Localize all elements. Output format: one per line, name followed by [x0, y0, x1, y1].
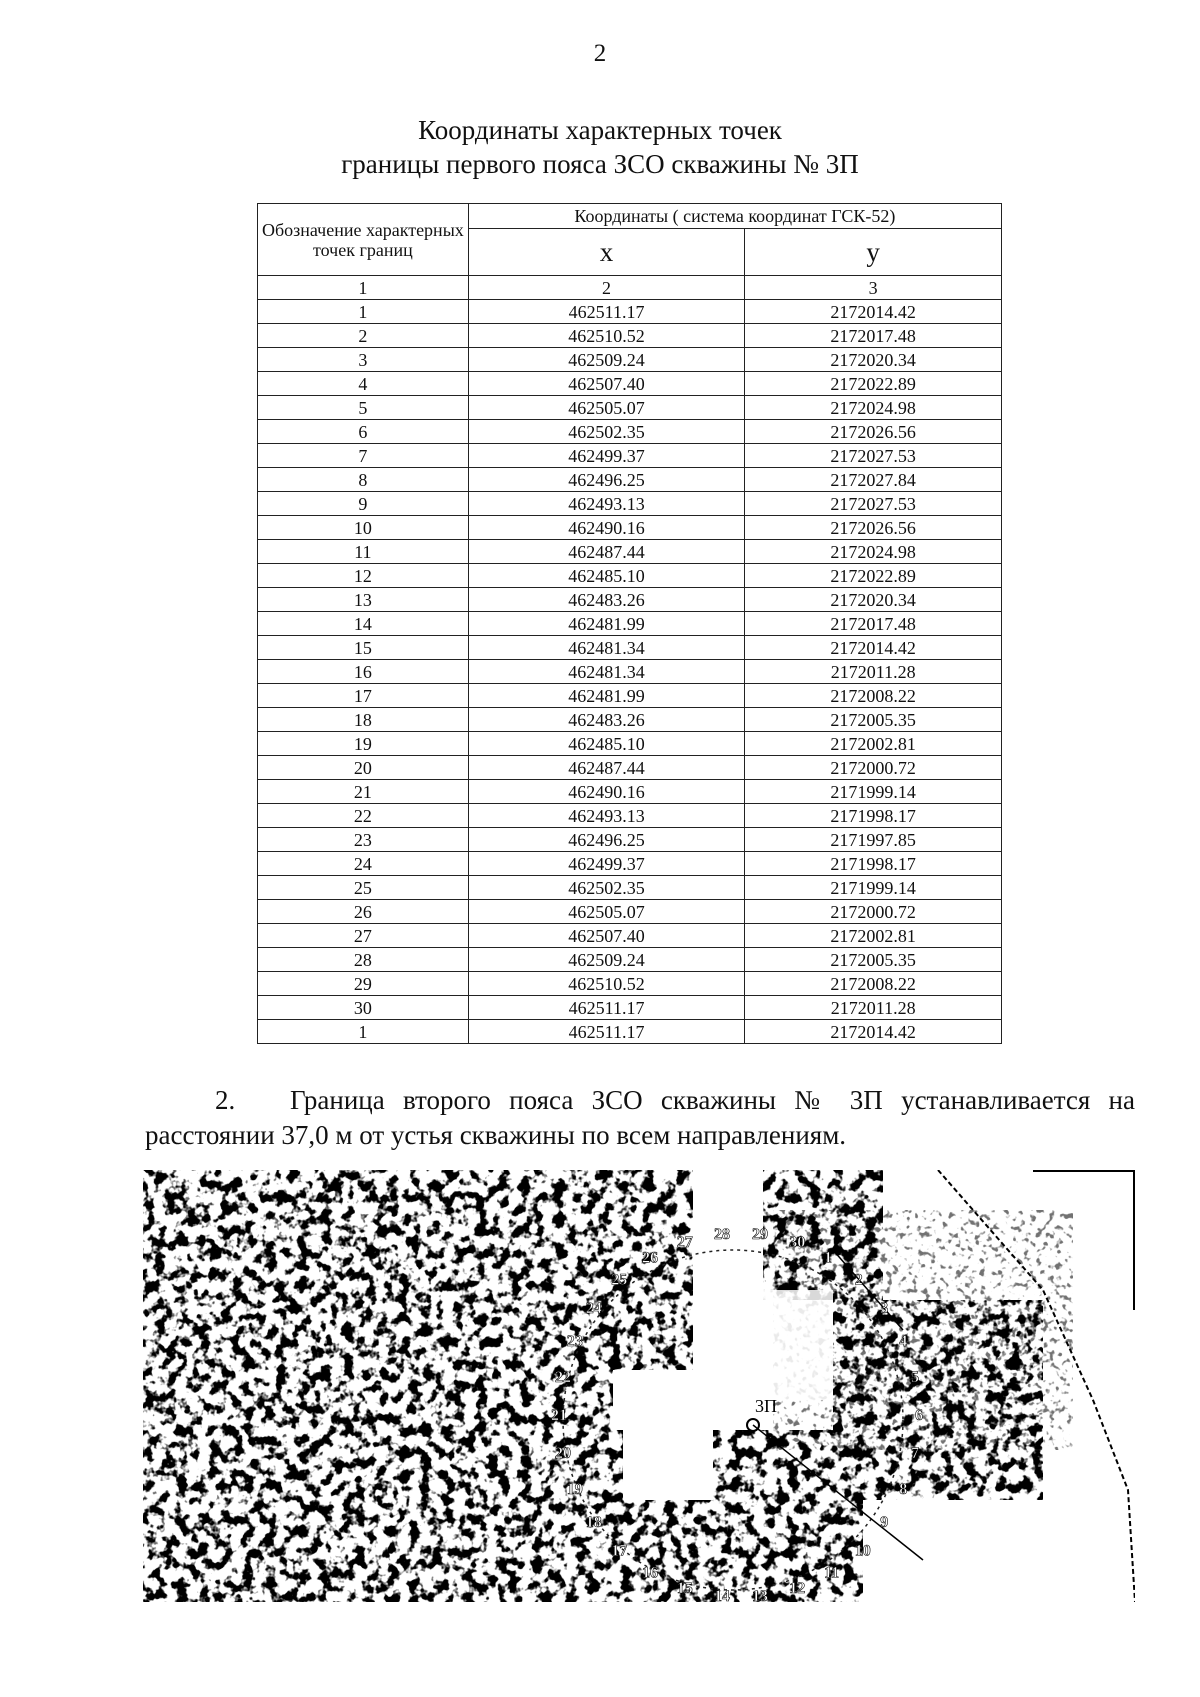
map-point-label: 7 — [911, 1444, 919, 1462]
y-coordinate-cell: 2172017.48 — [745, 324, 1002, 348]
page-number: 2 — [593, 40, 607, 67]
table-row — [258, 420, 1002, 444]
table-title — [0, 113, 1200, 181]
x-coordinate-cell: 462507.40 — [468, 924, 745, 948]
header-y: y — [745, 229, 1002, 276]
map-point-label: 14 — [714, 1588, 730, 1602]
x-coordinate-cell: 462490.16 — [468, 780, 745, 804]
x-coordinate-cell: 462499.37 — [468, 444, 745, 468]
map-point-label: 16 — [642, 1564, 658, 1582]
table-row — [258, 756, 1002, 780]
map-point-label: 12 — [789, 1580, 806, 1598]
x-coordinate-cell: 462505.07 — [468, 900, 745, 924]
point-id-cell: 7 — [258, 444, 469, 468]
header-coordinates: Координаты ( система координат ГСК-52) — [468, 204, 1001, 229]
table-row — [258, 684, 1002, 708]
map-point-label: 15 — [676, 1580, 693, 1598]
table-row — [258, 852, 1002, 876]
map-point-label: 22 — [555, 1369, 571, 1387]
point-id-cell: 30 — [258, 996, 469, 1020]
paragraph-number: 2. — [215, 1085, 236, 1115]
point-id-cell: 23 — [258, 828, 469, 852]
y-coordinate-cell: 2172017.48 — [745, 612, 1002, 636]
x-coordinate-cell: 462481.34 — [468, 636, 745, 660]
header-x: x — [468, 229, 745, 276]
table-row — [258, 396, 1002, 420]
y-coordinate-cell: 2172022.89 — [745, 564, 1002, 588]
y-coordinate-cell: 2172000.72 — [745, 756, 1002, 780]
y-coordinate-cell: 2172024.98 — [745, 540, 1002, 564]
map-point-label: 27 — [676, 1233, 693, 1251]
y-coordinate-cell: 2172020.34 — [745, 588, 1002, 612]
x-coordinate-cell: 462509.24 — [468, 348, 745, 372]
map-point-label: 10 — [854, 1542, 871, 1560]
table-row — [258, 444, 1002, 468]
x-coordinate-cell: 462483.26 — [468, 588, 745, 612]
map-point-label: 11 — [824, 1564, 840, 1582]
paragraph-text: Граница второго пояса ЗСО скважины № 3П устанавливается на расстоянии 37,0 м от устья скважины по всем направлениям. — [145, 1085, 1135, 1150]
y-coordinate-cell: 2172027.53 — [745, 444, 1002, 468]
x-coordinate-cell: 462481.34 — [468, 660, 745, 684]
point-id-cell: 14 — [258, 612, 469, 636]
y-coordinate-cell: 2172005.35 — [745, 948, 1002, 972]
x-coordinate-cell: 462509.24 — [468, 948, 745, 972]
table-row — [258, 828, 1002, 852]
point-id-cell: 2 — [258, 324, 469, 348]
point-id-cell: 22 — [258, 804, 469, 828]
table-row — [258, 324, 1002, 348]
table-row — [258, 972, 1002, 996]
table-row — [258, 876, 1002, 900]
x-coordinate-cell: 462487.44 — [468, 756, 745, 780]
x-coordinate-cell: 462511.17 — [468, 1020, 745, 1044]
y-coordinate-cell: 2172002.81 — [745, 924, 1002, 948]
table-row — [258, 492, 1002, 516]
table-title-line-1: Координаты характерных точек — [418, 115, 782, 145]
table-row — [258, 588, 1002, 612]
map-point-label: 21 — [551, 1407, 567, 1424]
y-coordinate-cell: 2172008.22 — [745, 684, 1002, 708]
well-label: 3П — [755, 1396, 777, 1416]
point-id-cell: 17 — [258, 684, 469, 708]
point-id-cell: 29 — [258, 972, 469, 996]
y-coordinate-cell: 2172011.28 — [745, 996, 1002, 1020]
column-number: 3 — [745, 276, 1002, 300]
table-row — [258, 468, 1002, 492]
point-id-cell: 11 — [258, 540, 469, 564]
y-coordinate-cell: 2172014.42 — [745, 300, 1002, 324]
table-row — [258, 564, 1002, 588]
map-point-label: 9 — [880, 1514, 889, 1531]
y-coordinate-cell: 2172027.84 — [745, 468, 1002, 492]
x-coordinate-cell: 462483.26 — [468, 708, 745, 732]
y-coordinate-cell: 2171998.17 — [745, 804, 1002, 828]
table-title-line-2: границы первого пояса ЗСО скважины № 3П — [341, 149, 859, 179]
point-id-cell: 12 — [258, 564, 469, 588]
map-point-label: 24 — [585, 1300, 602, 1317]
map-point-label: 3 — [880, 1300, 889, 1317]
y-coordinate-cell: 2171998.17 — [745, 852, 1002, 876]
map-point-label: 5 — [911, 1369, 919, 1387]
x-coordinate-cell: 462485.10 — [468, 732, 745, 756]
x-coordinate-cell: 462502.35 — [468, 876, 745, 900]
point-id-cell: 10 — [258, 516, 469, 540]
x-coordinate-cell: 462511.17 — [468, 996, 745, 1020]
x-coordinate-cell: 462490.16 — [468, 516, 745, 540]
table-row — [258, 924, 1002, 948]
point-id-cell: 3 — [258, 348, 469, 372]
table-row — [258, 348, 1002, 372]
table-row — [258, 948, 1002, 972]
table-row — [258, 996, 1002, 1020]
map-point-label: 28 — [714, 1226, 730, 1243]
map-point-label: 8 — [899, 1481, 908, 1498]
point-id-cell: 28 — [258, 948, 469, 972]
coordinates-table — [257, 203, 1002, 1044]
coordinates-rows — [258, 300, 1002, 1044]
map-point-label: 6 — [915, 1407, 923, 1424]
x-coordinate-cell: 462481.99 — [468, 684, 745, 708]
x-coordinate-cell: 462493.13 — [468, 804, 745, 828]
header-point-label: Обозначение характерных точек границ — [258, 204, 469, 276]
point-id-cell: 1 — [258, 1020, 469, 1044]
map-point-label: 30 — [789, 1233, 806, 1251]
zone-map-image — [143, 1170, 1135, 1602]
point-id-cell: 21 — [258, 780, 469, 804]
y-coordinate-cell: 2172026.56 — [745, 420, 1002, 444]
point-id-cell: 27 — [258, 924, 469, 948]
map-point-label: 20 — [555, 1444, 571, 1462]
point-id-cell: 26 — [258, 900, 469, 924]
x-coordinate-cell: 462510.52 — [468, 972, 745, 996]
y-coordinate-cell: 2172008.22 — [745, 972, 1002, 996]
x-coordinate-cell: 462496.25 — [468, 828, 745, 852]
map-point-label: 29 — [752, 1226, 768, 1243]
map-point-label: 23 — [566, 1333, 583, 1350]
point-id-cell: 20 — [258, 756, 469, 780]
point-id-cell: 1 — [258, 300, 469, 324]
map-point-label: 1 — [824, 1249, 832, 1267]
x-coordinate-cell: 462507.40 — [468, 372, 745, 396]
point-id-cell: 25 — [258, 876, 469, 900]
map-point-label: 4 — [899, 1333, 908, 1350]
point-id-cell: 4 — [258, 372, 469, 396]
paragraph-zone-2 — [145, 1083, 1135, 1153]
point-id-cell: 5 — [258, 396, 469, 420]
table-row — [258, 732, 1002, 756]
table-row — [258, 1020, 1002, 1044]
point-id-cell: 24 — [258, 852, 469, 876]
table-row — [258, 660, 1002, 684]
y-coordinate-cell: 2171999.14 — [745, 780, 1002, 804]
point-id-cell: 15 — [258, 636, 469, 660]
y-coordinate-cell: 2172026.56 — [745, 516, 1002, 540]
x-coordinate-cell: 462510.52 — [468, 324, 745, 348]
table-row — [258, 804, 1002, 828]
x-coordinate-cell: 462502.35 — [468, 420, 745, 444]
table-row — [258, 636, 1002, 660]
map-point-label: 18 — [585, 1514, 602, 1531]
table-row — [258, 516, 1002, 540]
x-coordinate-cell: 462511.17 — [468, 300, 745, 324]
x-coordinate-cell: 462485.10 — [468, 564, 745, 588]
point-id-cell: 19 — [258, 732, 469, 756]
y-coordinate-cell: 2172011.28 — [745, 660, 1002, 684]
table-row — [258, 540, 1002, 564]
x-coordinate-cell: 462481.99 — [468, 612, 745, 636]
point-id-cell: 9 — [258, 492, 469, 516]
y-coordinate-cell: 2172027.53 — [745, 492, 1002, 516]
table-row — [258, 780, 1002, 804]
y-coordinate-cell: 2172022.89 — [745, 372, 1002, 396]
column-number: 1 — [258, 276, 469, 300]
point-id-cell: 6 — [258, 420, 469, 444]
x-coordinate-cell: 462505.07 — [468, 396, 745, 420]
x-coordinate-cell: 462487.44 — [468, 540, 745, 564]
y-coordinate-cell: 2171997.85 — [745, 828, 1002, 852]
x-coordinate-cell: 462493.13 — [468, 492, 745, 516]
table-row — [258, 900, 1002, 924]
x-coordinate-cell: 462499.37 — [468, 852, 745, 876]
map-point-label: 19 — [566, 1481, 583, 1498]
table-row — [258, 300, 1002, 324]
y-coordinate-cell: 2172014.42 — [745, 636, 1002, 660]
map-point-label: 26 — [642, 1249, 658, 1267]
map-point-label: 25 — [611, 1271, 628, 1289]
y-coordinate-cell: 2172020.34 — [745, 348, 1002, 372]
y-coordinate-cell: 2171999.14 — [745, 876, 1002, 900]
table-row — [258, 708, 1002, 732]
x-coordinate-cell: 462496.25 — [468, 468, 745, 492]
point-id-cell: 18 — [258, 708, 469, 732]
map-point-label: 2 — [854, 1271, 863, 1289]
y-coordinate-cell: 2172002.81 — [745, 732, 1002, 756]
y-coordinate-cell: 2172014.42 — [745, 1020, 1002, 1044]
y-coordinate-cell: 2172000.72 — [745, 900, 1002, 924]
point-id-cell: 13 — [258, 588, 469, 612]
y-coordinate-cell: 2172024.98 — [745, 396, 1002, 420]
point-id-cell: 8 — [258, 468, 469, 492]
map-point-label: 17 — [611, 1542, 628, 1560]
table-row — [258, 612, 1002, 636]
y-coordinate-cell: 2172005.35 — [745, 708, 1002, 732]
table-row — [258, 372, 1002, 396]
column-number: 2 — [468, 276, 745, 300]
point-id-cell: 16 — [258, 660, 469, 684]
map-point-label: 13 — [752, 1588, 768, 1602]
